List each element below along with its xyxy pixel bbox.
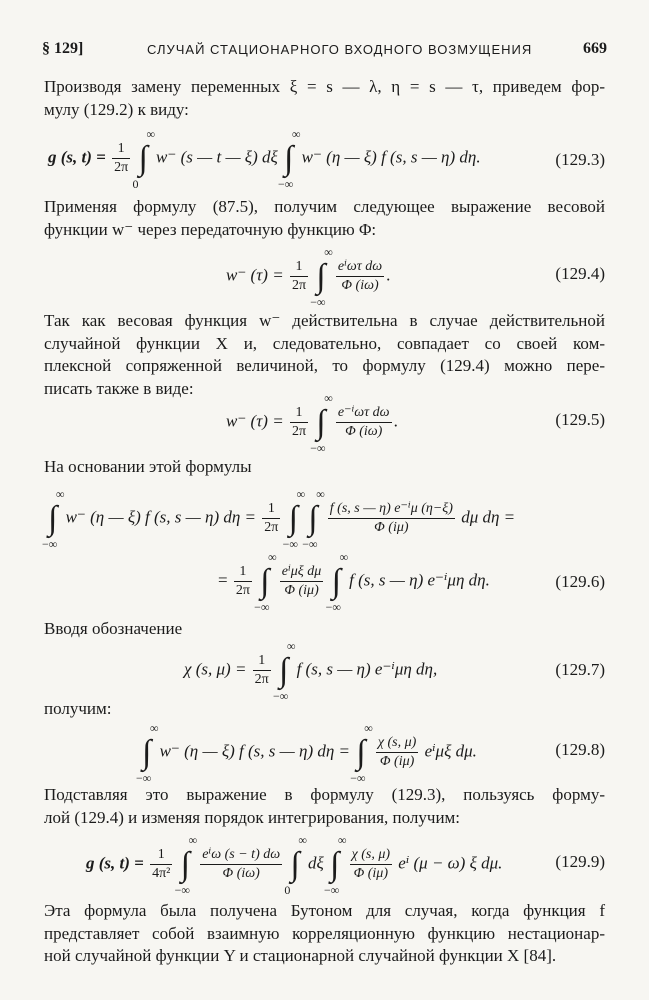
frac-numerator: 1 — [290, 404, 308, 423]
eq-fraction — [280, 563, 324, 600]
integral-sign: ∫ ∞ −∞ — [310, 244, 333, 309]
integral-sign: ∫ ∞ 0 — [132, 126, 155, 191]
paragraph-notation — [44, 618, 605, 641]
integral-upper: ∞ — [56, 486, 65, 501]
eq-lhs: w⁻ (τ) = — [226, 411, 284, 431]
integral-upper: ∞ — [146, 126, 155, 141]
integral-upper: ∞ — [268, 549, 277, 564]
integral-lower: −∞ — [325, 599, 341, 614]
equation-129-6-line1 — [42, 486, 516, 551]
integral-sign: ∫ ∞ −∞ — [325, 549, 349, 614]
text-line: плексной сопряженной величиной, то формулу (129.4) можно пере- — [44, 356, 605, 375]
equation-number: (129.4) — [555, 264, 605, 283]
eq-lhs: w⁻ (τ) = — [226, 265, 284, 285]
integral-lower: −∞ — [310, 440, 326, 455]
frac-denominator: 2π — [291, 424, 307, 439]
integral-lower: 0 — [284, 882, 291, 897]
integral-lower: −∞ — [136, 770, 152, 785]
eq-tail: . — [386, 265, 391, 285]
text-line: функции w⁻ через передаточную функцию Φ: — [44, 219, 377, 239]
running-title: СЛУЧАЙ СТАЦИОНАРНОГО ВХОДНОГО ВОЗМУЩЕНИЯ — [147, 42, 533, 57]
integral-lower: −∞ — [350, 770, 366, 785]
frac-numerator: e⁻ⁱωτ dω — [336, 404, 392, 423]
equation-number: (129.3) — [555, 150, 605, 169]
integral-lower: −∞ — [42, 536, 58, 551]
text-line: Подставляя это выражение в формулу (129.3), пользуясь форму- — [44, 785, 605, 804]
integral-upper: ∞ — [296, 486, 306, 501]
integral-lower: −∞ — [282, 536, 298, 551]
eq-fraction — [336, 258, 384, 295]
text-line: Так как весовая функция w⁻ действительна в случае действительной — [44, 311, 605, 330]
integral-upper: ∞ — [364, 720, 373, 735]
paragraph-weight-function — [44, 196, 605, 241]
eq-fraction — [328, 500, 455, 537]
equation-129-3 — [48, 126, 481, 191]
eq-fraction — [290, 404, 308, 441]
frac-denominator: 4π² — [152, 866, 171, 881]
text-line: получим: — [44, 699, 112, 718]
frac-numerator: 1 — [290, 258, 308, 277]
frac-numerator: 1 — [262, 500, 280, 519]
text-line: Вводя обозначение — [44, 619, 183, 638]
paragraph-we-get — [44, 698, 605, 721]
eq-integrand: w⁻ (η — ξ) f (s, s — η) dη = — [65, 507, 257, 527]
frac-denominator: Φ (iμ) — [374, 520, 409, 535]
eq-mid: dξ — [307, 853, 324, 873]
eq-fraction — [376, 734, 418, 771]
paragraph-based-on — [44, 456, 605, 479]
integral-sign: ∫ ∞ −∞ — [310, 390, 333, 455]
equation-129-7 — [184, 638, 438, 703]
text-line: лой (129.4) и изменяя порядок интегрирования, получим: — [44, 807, 461, 827]
equation-number: (129.9) — [555, 852, 605, 871]
equation-number: (129.7) — [555, 660, 605, 679]
eq-integrand: w⁻ (s — t — ξ) dξ — [156, 147, 278, 167]
text-line: мулу (129.2) к виду: — [44, 99, 189, 119]
frac-numerator: 1 — [234, 563, 252, 582]
integral-sign: ∫ ∞ −∞ — [302, 486, 325, 551]
eq-fraction — [234, 563, 252, 600]
eq-tail: eⁱ (μ − ω) ξ dμ. — [398, 853, 503, 873]
integral-upper: ∞ — [150, 720, 159, 735]
frac-numerator: 1 — [150, 846, 172, 865]
eq-fraction — [262, 500, 280, 537]
text-line: Эта формула была получена Бутоном для случая, когда функция f — [44, 901, 605, 920]
integral-upper: ∞ — [287, 638, 296, 653]
integral-sign: ∫ ∞ −∞ — [273, 638, 296, 703]
text-line: писать также в виде: — [44, 378, 194, 398]
integral-lower: −∞ — [302, 536, 318, 551]
eq-fraction — [350, 846, 392, 883]
integral-sign: ∫ ∞ −∞ — [278, 126, 301, 191]
eq-tail: dμ dη = — [461, 507, 516, 527]
frac-denominator: 2π — [235, 583, 250, 598]
integral-lower: −∞ — [254, 599, 270, 614]
frac-numerator: eⁱωτ dω — [336, 258, 384, 277]
frac-numerator: χ (s, μ) — [350, 846, 392, 865]
integral-sign: ∫ ∞ −∞ — [350, 720, 373, 785]
equation-number: (129.5) — [555, 410, 605, 429]
eq-fraction — [290, 258, 308, 295]
integral-lower: −∞ — [174, 882, 190, 897]
integral-upper: ∞ — [188, 832, 198, 847]
integral-lower: −∞ — [278, 176, 294, 191]
integral-sign: ∫ ∞ −∞ — [323, 832, 347, 897]
frac-numerator: 1 — [112, 140, 130, 159]
equation-129-6-line2 — [218, 549, 490, 614]
frac-denominator: Φ (iμ) — [284, 583, 319, 598]
integral-upper: ∞ — [324, 390, 333, 405]
running-header — [42, 40, 607, 64]
frac-denominator: Φ (iμ) — [353, 866, 388, 881]
integral-upper: ∞ — [339, 549, 349, 564]
page-number: 669 — [583, 40, 607, 57]
eq-integrand: f (s, s — η) e⁻ⁱμη dη, — [296, 659, 438, 679]
integral-upper: ∞ — [298, 832, 307, 847]
frac-denominator: 2π — [254, 672, 269, 687]
text-line: На основании этой формулы — [44, 457, 252, 476]
eq-integrand: f (s, s — η) e⁻ⁱμη dη. — [349, 570, 490, 590]
eq-lhs: g (s, t) = — [86, 853, 144, 873]
frac-denominator: Φ (iμ) — [379, 754, 415, 769]
integral-upper: ∞ — [337, 832, 347, 847]
eq-fraction — [150, 846, 172, 883]
frac-numerator: χ (s, μ) — [376, 734, 418, 753]
integral-lower: 0 — [132, 176, 139, 191]
eq-equals: = — [218, 570, 228, 590]
text-line: случайной функции X и, следовательно, совпадает со своей ком- — [44, 333, 605, 353]
integral-upper: ∞ — [316, 486, 325, 501]
frac-numerator: eⁱω (s − t) dω — [200, 846, 282, 865]
section-reference: § 129] — [42, 40, 84, 57]
frac-numerator: f (s, s — η) e⁻ⁱμ (η−ξ) — [328, 500, 455, 519]
frac-denominator: 2π — [114, 160, 129, 175]
integral-lower: −∞ — [310, 294, 326, 309]
eq-integrand: w⁻ (η — ξ) f (s, s — η) dη. — [301, 147, 481, 167]
text-line: Производя замену переменных ξ = s — λ, η = s — τ, приведем фор- — [44, 77, 605, 96]
integral-upper: ∞ — [292, 126, 301, 141]
eq-lhs: χ (s, μ) = — [184, 659, 247, 679]
frac-denominator: 2π — [264, 520, 279, 535]
integral-sign: ∫ ∞ −∞ — [254, 549, 277, 614]
integral-lower: −∞ — [323, 882, 340, 897]
eq-tail: eⁱμξ dμ. — [424, 741, 477, 761]
equation-129-9 — [86, 832, 503, 897]
eq-integrand: w⁻ (η — ξ) f (s, s — η) dη = — [159, 741, 351, 761]
equation-129-8 — [136, 720, 477, 785]
equation-number: (129.8) — [555, 740, 605, 759]
frac-denominator: Φ (iω) — [222, 866, 260, 881]
equation-number: (129.6) — [555, 572, 605, 591]
integral-lower: −∞ — [273, 688, 289, 703]
eq-lhs: g (s, t) = — [48, 147, 106, 167]
frac-numerator: eⁱμξ dμ — [280, 563, 324, 582]
integral-sign: ∫ ∞ 0 — [284, 832, 307, 897]
integral-sign: ∫ ∞ −∞ — [42, 486, 65, 551]
equation-129-5 — [226, 390, 398, 455]
eq-fraction — [336, 404, 392, 441]
eq-fraction — [200, 846, 282, 883]
paragraph-substituting — [44, 784, 605, 829]
paragraph-buton — [44, 900, 605, 968]
frac-denominator: 2π — [291, 278, 307, 293]
text-line: ной случайной функции Y и стационарной случайной функции X [84]. — [44, 946, 557, 965]
text-line: представляет собой взаимную корреляционную функцию нестационар- — [44, 923, 605, 943]
integral-sign: ∫ ∞ −∞ — [282, 486, 306, 551]
text-line: Применяя формулу (87.5), получим следующее выражение весовой — [44, 197, 605, 216]
eq-tail: . — [393, 411, 398, 431]
integral-sign: ∫ ∞ −∞ — [174, 832, 198, 897]
integral-sign: ∫ ∞ −∞ — [136, 720, 159, 785]
frac-denominator: Φ (iω) — [345, 424, 383, 439]
eq-fraction — [253, 652, 271, 689]
frac-denominator: Φ (iω) — [341, 278, 379, 293]
paragraph-real-weight — [44, 310, 605, 400]
integral-upper: ∞ — [324, 244, 333, 259]
eq-fraction — [112, 140, 130, 177]
paragraph-substitution — [44, 76, 605, 121]
equation-129-4 — [226, 244, 391, 309]
frac-numerator: 1 — [253, 652, 271, 671]
